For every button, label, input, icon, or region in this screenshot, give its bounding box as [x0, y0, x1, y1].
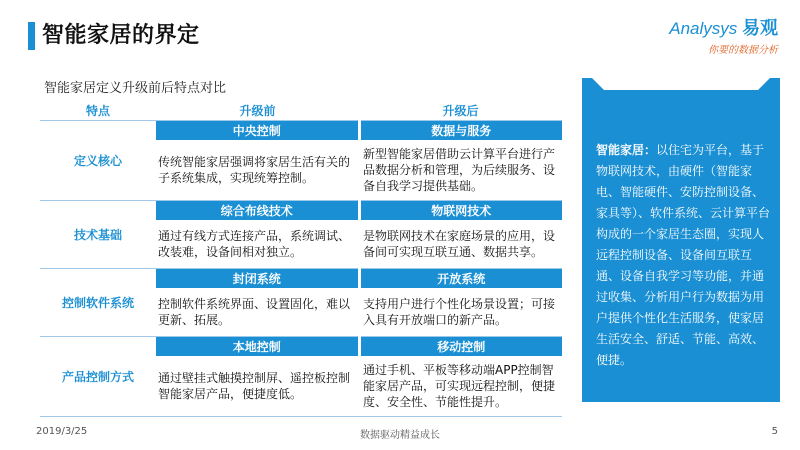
after-title: 移动控制: [359, 337, 562, 357]
side-panel-term: 智能家居：: [596, 143, 657, 157]
logo-brand-cn: 易观: [742, 18, 778, 38]
table-row-band: [40, 337, 562, 357]
feature-label: 产品控制方式: [61, 370, 134, 384]
after-text: 新型智能家居借助云计算平台进行产品数据分析和管理，为后续服务、设备自我学习提供基础。: [363, 147, 556, 193]
after-text: 是物联网技术在家庭场景的应用，设备间可实现互联互通、数据共享。: [363, 229, 556, 259]
table-row-band: [40, 201, 562, 221]
column-header-after: 升级后: [359, 100, 562, 121]
table-row-band: [40, 269, 562, 289]
footer-slogan: 数据驱动精益成长: [360, 430, 440, 441]
table-subtitle: 智能家居定义升级前后特点对比: [44, 81, 227, 96]
before-title: 封闭系统: [156, 269, 359, 289]
before-text: 通过有线方式连接产品，系统调试、改装难，设备间相对独立。: [158, 229, 351, 259]
after-title: 开放系统: [359, 269, 562, 289]
page-title: 智能家居的界定: [42, 23, 200, 48]
footer-date: 2019/3/25: [36, 426, 88, 437]
footer-page-number: 5: [771, 426, 778, 437]
before-title: 中央控制: [156, 121, 359, 141]
logo-slogan: 你要的数据分析: [708, 45, 778, 56]
before-text: 控制软件系统界面、设置固化，难以更新、拓展。: [158, 297, 351, 327]
after-text: 通过手机、平板等移动端APP控制智能家居产品，可实现远程控制，便捷度、安全性、节能性提升。: [363, 363, 556, 409]
brand-logo: [669, 14, 778, 56]
before-title: 本地控制: [156, 337, 359, 357]
comparison-table: [40, 100, 562, 417]
table-header-row: [40, 100, 562, 121]
feature-label: 控制软件系统: [61, 296, 134, 310]
logo-brand: nalysys: [680, 19, 738, 38]
column-header-before: 升级前: [156, 100, 359, 121]
before-text: 通过壁挂式触摸控制屏、遥控板控制智能家居产品，便捷度低。: [158, 371, 351, 401]
feature-label: 定义核心: [73, 154, 122, 168]
logo-initial: A: [669, 19, 681, 38]
feature-label: 技术基础: [73, 228, 122, 242]
side-panel-definition: 以住宅为平台，基于物联网技术，由硬件（智能家电、智能硬件、安防控制设备、家具等）、软件系统、云计算平台构成的一个家居生态圈，实现人远程控制设备、设备间互联互通、设备自我学习等功能，并通过收集、分析用户行为数据为用户提供个性化生活服务，使家居生活安全、舒适、节能、高效、便捷。: [596, 143, 771, 367]
table-row-band: [40, 121, 562, 141]
after-title: 数据与服务: [359, 121, 562, 141]
side-panel-text: [596, 140, 774, 371]
before-text: 传统智能家居强调将家居生活有关的子系统集成，实现统筹控制。: [158, 155, 351, 185]
before-title: 综合布线技术: [156, 201, 359, 221]
after-title: 物联网技术: [359, 201, 562, 221]
title-accent-bar: [28, 22, 35, 50]
column-header-feature: 特点: [40, 100, 156, 121]
after-text: 支持用户进行个性化场景设置；可接入具有开放端口的新产品。: [363, 297, 556, 327]
